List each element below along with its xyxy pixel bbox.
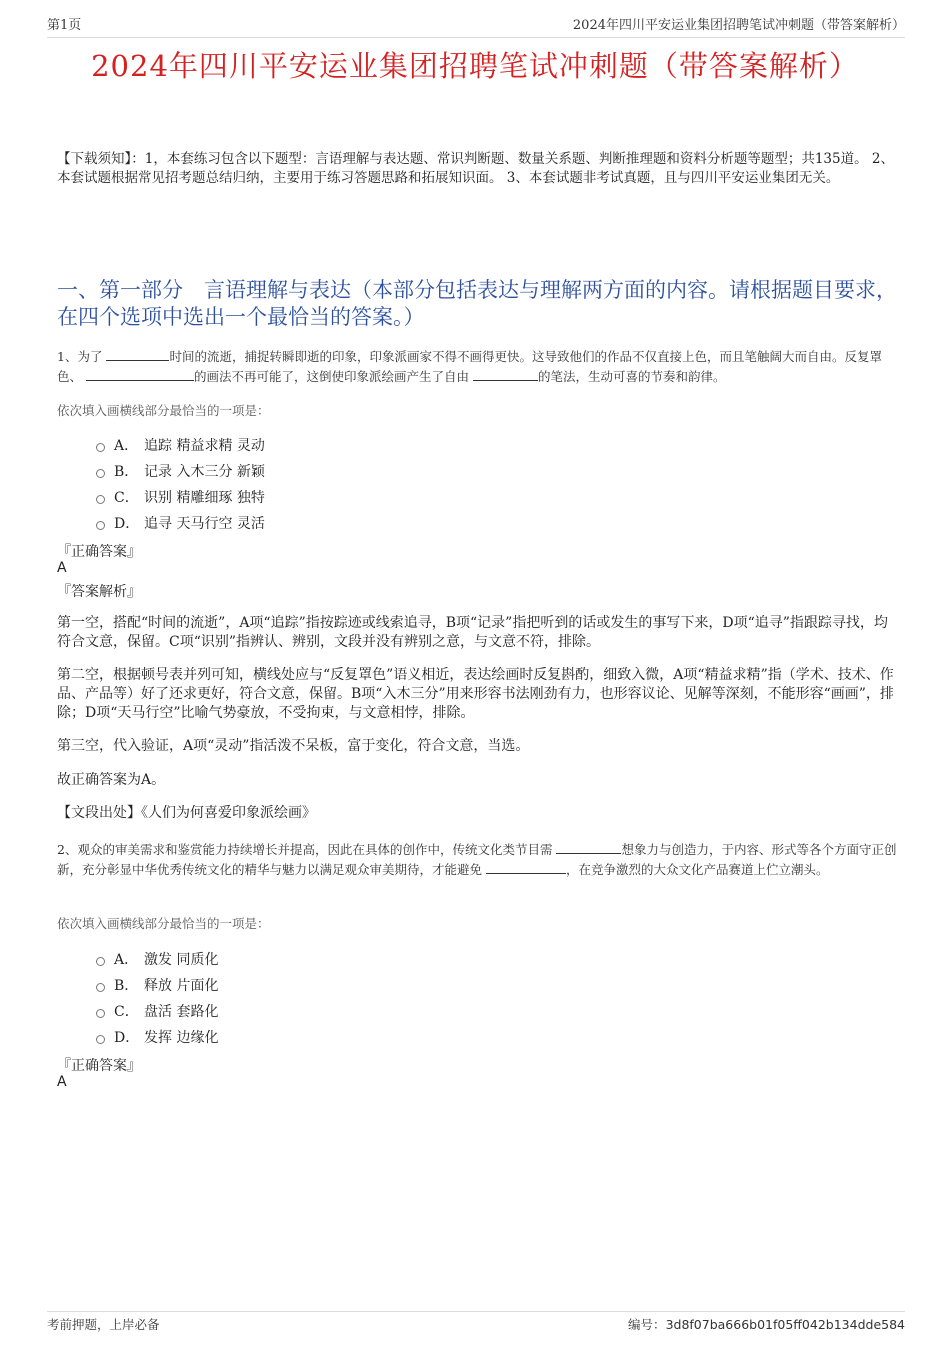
question-2-options [96, 946, 218, 1050]
option-d[interactable]: D． 发挥 边缘化 [96, 1024, 218, 1050]
option-a[interactable]: A． 激发 同质化 [96, 946, 218, 972]
analysis-paragraph: 第二空，根据顿号表并列可知，横线处应与“反复罩色”语义相近，表达绘画时反复斟酌，细致入微，A项“精益求精”指（学术、技术、作品、产品等）好了还求更好，符合文意，保留。B项“入木三分”用来形容书法刚劲有力，也形容议论、见解等深刻，不能形容“画画”，排除；D项“天马行空”比喻气势豪放，不受拘束，与文意相悖，排除。 [57, 667, 894, 721]
analysis-paragraph: 第一空，搭配“时间的流逝”，A项“追踪”指按踪迹或线索追寻，B项“记录”指把听到的话或发生的事写下来，D项“追寻”指跟踪寻找，均符合文意，保留。C项“识别”指辨认、辨别，文段并没有辨别之意，与文意不符，排除。 [57, 615, 888, 650]
answer-value: A [57, 560, 67, 576]
page-header [47, 14, 905, 38]
answer-label: 『正确答案』 [57, 1058, 141, 1074]
question-2-instruction: 依次填入画横线部分最恰当的一项是： [57, 916, 270, 931]
fill-blank [106, 346, 169, 361]
radio-icon[interactable] [96, 469, 105, 478]
analysis-paragraph: 第三空，代入验证，A项“灵动”指活泼不呆板，富于变化，符合文意，当选。 [57, 738, 530, 754]
question-1-options [96, 432, 265, 536]
radio-icon[interactable] [96, 983, 105, 992]
radio-icon[interactable] [96, 1009, 105, 1018]
document-title: 2024年四川平安运业集团招聘笔试冲刺题（带答案解析） [91, 49, 859, 83]
question-1-stem: 1、为了 时间的流逝，捕捉转瞬即逝的印象，印象派画家不得不画得更快。这导致他们的作品不仅直接上色，而且笔触阔大而自由。反复罩色、 的画法不再可能了，这倒使印象派绘画产生了自由 的笔法，生动可喜的节奏和韵律。 [57, 346, 900, 386]
footer-code: 编号：3d8f07ba666b01f05ff042b134dde584 [628, 1317, 905, 1332]
section-title: 一、第一部分 言语理解与表达（本部分包括表达与理解两方面的内容。请根据题目要求，在四个选项中选出一个最恰当的答案。） [57, 278, 897, 329]
page-number: 第1页 [47, 18, 82, 33]
source-note: 【文段出处】《人们为何喜爱印象派绘画》 [57, 805, 316, 821]
option-c[interactable]: C． 识别 精雕细琢 独特 [96, 484, 265, 510]
radio-icon[interactable] [96, 521, 105, 530]
option-b[interactable]: B． 释放 片面化 [96, 972, 218, 998]
option-d[interactable]: D． 追寻 天马行空 灵活 [96, 510, 265, 536]
fill-blank [486, 859, 566, 874]
analysis-label: 『答案解析』 [57, 584, 141, 600]
question-2-stem: 2、观众的审美需求和鉴赏能力持续增长并提高，因此在具体的创作中，传统文化类节目需 想象力与创造力，于内容、形式等各个方面守正创新，充分彰显中华优秀传统文化的精华与魅力以满足观众审美期待，才能避免 ，在竞争激烈的大众文化产品赛道上伫立潮头。 [57, 839, 900, 879]
option-b[interactable]: B． 记录 入木三分 新颖 [96, 458, 265, 484]
question-1-instruction: 依次填入画横线部分最恰当的一项是： [57, 403, 270, 418]
download-notice: 【下载须知】：1，本套练习包含以下题型：言语理解与表达题、常识判断题、数量关系题、判断推理题和资料分析题等题型；共135道。 2、本套试题根据常见招考题总结归纳，主要用于练习答题思路和拓展知识面。 3、本套试题非考试真题，且与四川平安运业集团无关。 [57, 151, 894, 186]
radio-icon[interactable] [96, 495, 105, 504]
answer-value: A [57, 1074, 67, 1090]
radio-icon[interactable] [96, 1035, 105, 1044]
option-c[interactable]: C． 盘活 套路化 [96, 998, 218, 1024]
radio-icon[interactable] [96, 443, 105, 452]
fill-blank [86, 366, 194, 381]
radio-icon[interactable] [96, 957, 105, 966]
footer-slogan: 考前押题，上岸必备 [47, 1317, 160, 1332]
option-a[interactable]: A． 追踪 精益求精 灵动 [96, 432, 265, 458]
header-doc-title: 2024年四川平安运业集团招聘笔试冲刺题（带答案解析） [572, 18, 905, 33]
answer-label: 『正确答案』 [57, 544, 141, 560]
fill-blank [473, 366, 538, 381]
analysis-conclusion: 故正确答案为A。 [57, 772, 166, 788]
page-footer [47, 1311, 905, 1333]
fill-blank [556, 839, 621, 854]
